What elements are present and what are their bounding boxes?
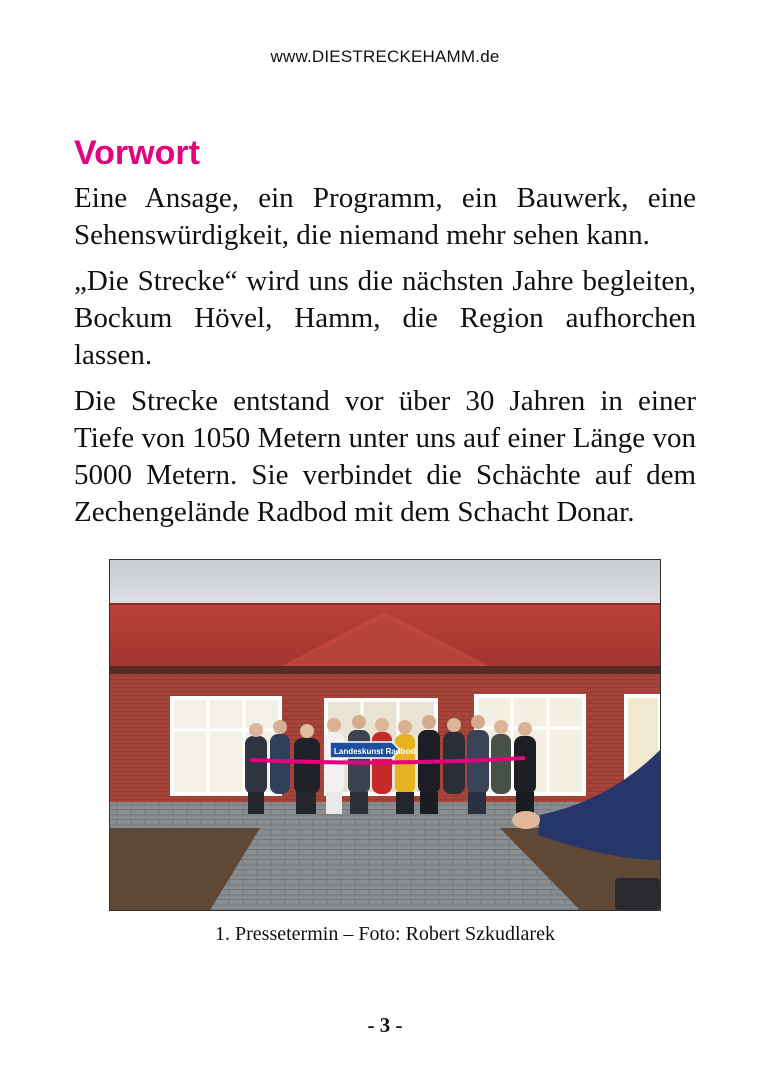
header-url: www.DIESTRECKEHAMM.de (270, 47, 500, 66)
page-number: - 3 - (367, 1013, 403, 1037)
press-photo (109, 559, 661, 911)
body-text (74, 180, 696, 540)
paragraph-2: „Die Strecke“ wird uns die nächsten Jahre begleiten, Bockum Hövel, Hamm, die Region aufhorchen lassen. (74, 265, 696, 371)
paragraph-1: Eine Ansage, ein Programm, ein Bauwerk, eine Sehenswürdigkeit, die niemand mehr sehen kann. (74, 182, 696, 251)
sign-text: Landeskunst Radbod (334, 747, 416, 756)
photo-caption: 1. Pressetermin – Foto: Robert Szkudlarek (215, 923, 555, 945)
paragraph-3: Die Strecke entstand vor über 30 Jahren in einer Tiefe von 1050 Metern unter uns auf einer Länge von 5000 Metern. Sie verbindet die Schächte auf dem Zechengelände Radbod mit dem Schacht Donar. (74, 385, 696, 528)
section-title: Vorwort (74, 134, 200, 172)
